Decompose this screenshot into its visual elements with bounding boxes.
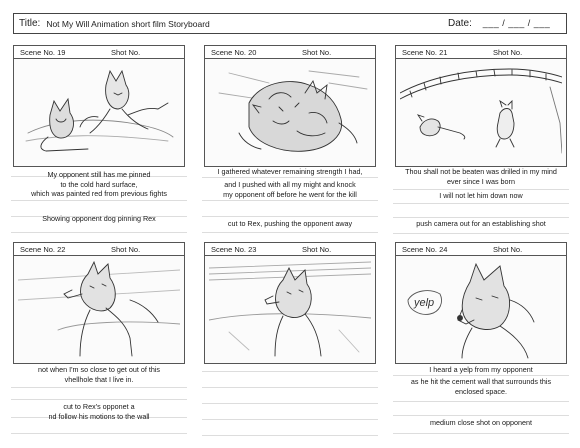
title-bar bbox=[13, 13, 567, 34]
storyboard-panel-22 bbox=[13, 242, 185, 364]
sketch-drawing bbox=[209, 63, 371, 162]
storyboard-panel-23 bbox=[204, 242, 376, 364]
scene-number-label: Scene No. 20 bbox=[211, 48, 257, 57]
sketch-frame bbox=[13, 58, 185, 167]
note-text: I gathered whatever remaining strength I had, bbox=[217, 167, 363, 176]
scene-number-label: Scene No. 19 bbox=[20, 48, 66, 57]
panel-header bbox=[204, 45, 376, 58]
note-text: I heard a yelp from my opponent bbox=[429, 365, 533, 374]
note-text: My opponent still has me pinned to the cold hard surface, which was painted red from previous fights bbox=[31, 170, 167, 198]
note-text: and I pushed with all my might and knock my opponent off before he went for the kill bbox=[223, 180, 357, 199]
storyboard-panel-20 bbox=[204, 45, 376, 167]
sketch-frame bbox=[395, 255, 567, 364]
storyboard-panel-21 bbox=[395, 45, 567, 167]
scene-number-label: Scene No. 21 bbox=[402, 48, 448, 57]
sketch-drawing bbox=[209, 260, 371, 359]
note-text: cut to Rex, pushing the opponent away bbox=[227, 219, 353, 228]
sketch-frame bbox=[204, 58, 376, 167]
storyboard-panel-19 bbox=[13, 45, 185, 167]
storyboard-panel-24 bbox=[395, 242, 567, 364]
date-value: ___ / ___ / ___ bbox=[482, 18, 551, 28]
note-text: Thou shall not be beaten was drilled in my mind ever since I was born bbox=[405, 167, 557, 186]
sketch-frame bbox=[13, 255, 185, 364]
date-label: Date: bbox=[448, 18, 472, 29]
title-value: Not My Will Animation short film Storyboard bbox=[46, 18, 210, 29]
note-text: not when I'm so close to get out of this vhellhole that I live in. bbox=[37, 365, 161, 384]
scene-number-label: Scene No. 23 bbox=[211, 245, 257, 254]
note-text: cut to Rex's opponet a nd follow his motions to the wall bbox=[48, 402, 150, 421]
note-text: medium close shot on opponent bbox=[430, 418, 532, 427]
scene-number-label: Scene No. 22 bbox=[20, 245, 66, 254]
yelp-sound-text: yelp bbox=[414, 297, 435, 309]
shot-number-label: Shot No. bbox=[302, 245, 332, 254]
sketch-drawing bbox=[18, 260, 180, 359]
sketch-drawing bbox=[400, 260, 562, 359]
shot-number-label: Shot No. bbox=[493, 245, 523, 254]
shot-number-label: Shot No. bbox=[302, 48, 332, 57]
sketch-drawing bbox=[18, 63, 180, 162]
sketch-drawing bbox=[400, 63, 562, 162]
shot-number-label: Shot No. bbox=[493, 48, 523, 57]
scene-number-label: Scene No. 24 bbox=[402, 245, 448, 254]
panel-header bbox=[395, 242, 567, 255]
note-text: I will not let him down now bbox=[439, 191, 523, 200]
note-text: as he hit the cement wall that surrounds this enclosed space. bbox=[410, 377, 552, 396]
shot-number-label: Shot No. bbox=[111, 48, 141, 57]
panel-header bbox=[13, 45, 185, 58]
sketch-frame bbox=[395, 58, 567, 167]
note-text: push camera out for an establishing shot bbox=[416, 219, 546, 228]
panel-header bbox=[204, 242, 376, 255]
sketch-frame bbox=[204, 255, 376, 364]
panel-header bbox=[395, 45, 567, 58]
date-field bbox=[448, 18, 550, 29]
panel-header bbox=[13, 242, 185, 255]
title-label: Title: bbox=[19, 18, 41, 29]
note-text: Showing opponent dog pinning Rex bbox=[42, 214, 156, 223]
shot-number-label: Shot No. bbox=[111, 245, 141, 254]
